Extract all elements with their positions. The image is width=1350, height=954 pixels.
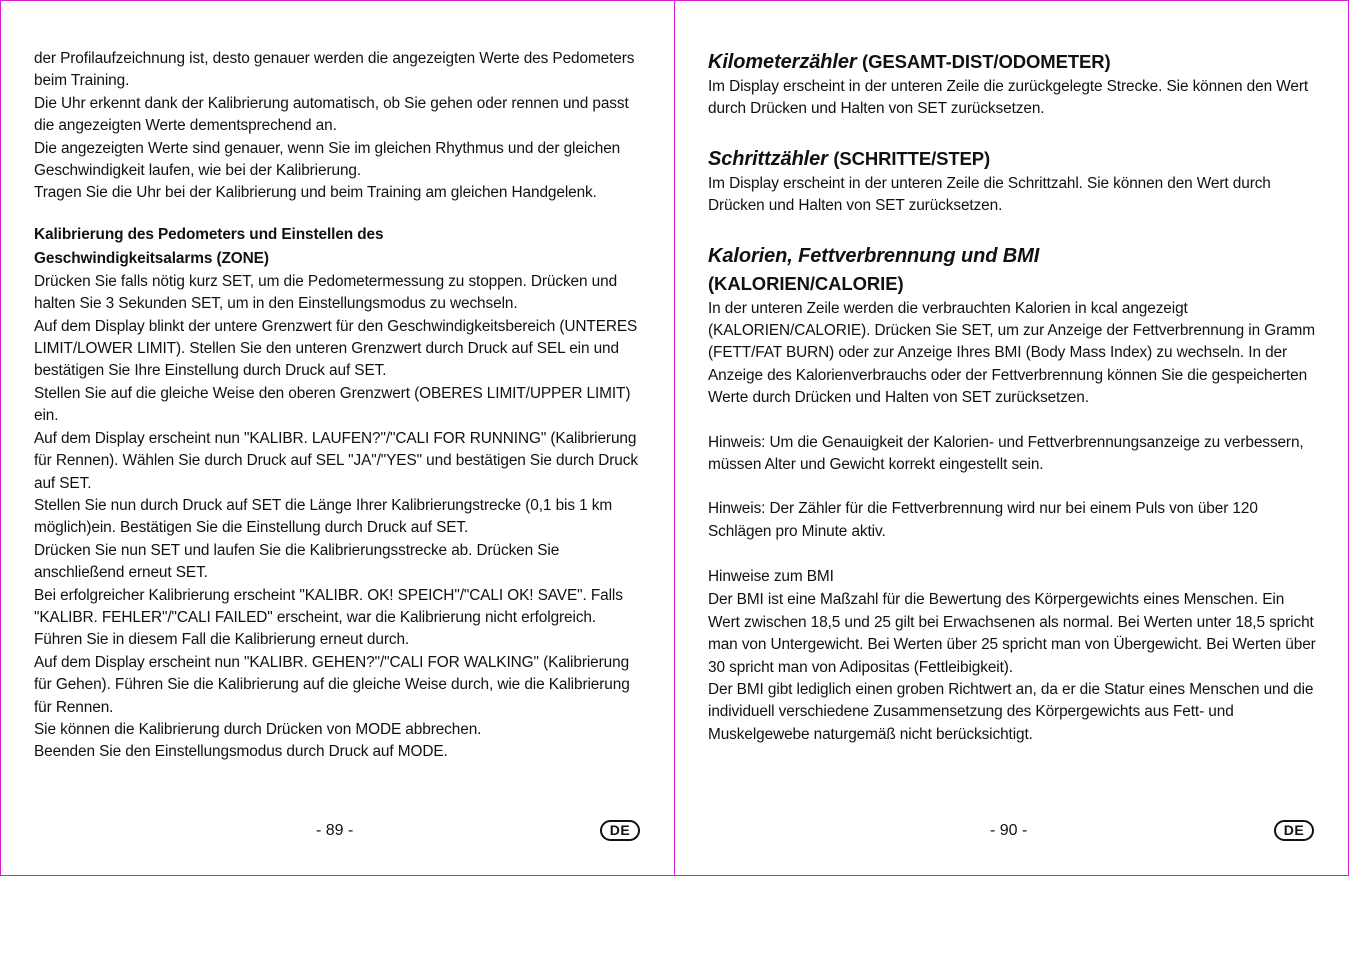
calibration-section <box>34 223 642 764</box>
paragraph: Stellen Sie auf die gleiche Weise den oberen Grenzwert (OBERES LIMIT/UPPER LIMIT) ein. <box>34 384 631 425</box>
note-text: Um die Genauigkeit der Kalorien- und Fettverbrennungsanzeige zu verbessern, müssen Alter und Gewicht korrekt eingestellt sein. <box>708 433 1304 474</box>
section-heading <box>708 270 1316 298</box>
paragraph: Drücken Sie falls nötig kurz SET, um die Pedometermessung zu stoppen. Drücken und halten Sie 3 Sekunden SET, um in den Einstellungsmodus zu wechseln. <box>34 272 618 313</box>
paragraph: Tragen Sie die Uhr bei der Kalibrierung und beim Training am gleichen Handgelenk. <box>34 184 597 202</box>
heading-upper: (GESAMT-DIST/ODOMETER) <box>862 51 1111 72</box>
heading-italic: Kilometerzähler <box>708 51 857 73</box>
paragraph: Auf dem Display blinkt der untere Grenzwert für den Geschwindigkeitsbereich (UNTERES LIMIT/LOWER LIMIT). Stellen Sie den unteren Grenzwert durch Druck auf SEL ein und bestätigen Sie Ihre Einstellung durch Druck auf SET. <box>34 317 638 380</box>
paragraph: Der BMI gibt lediglich einen groben Richtwert an, da er die Statur eines Menschen und die individuell verschiedene Zusammensetzung des Körpergewichts aus Fett- und Muskelgewebe naturgemäß nicht berücksichtigt. <box>708 680 1314 743</box>
paragraph: Sie können die Kalibrierung durch Drücken von MODE abbrechen. <box>34 720 482 738</box>
heading-italic: Schrittzähler <box>708 147 828 170</box>
paragraph: In der unteren Zeile werden die verbrauchten Kalorien in kcal angezeigt (KALORIEN/CALORIE). Drücken Sie SET, um zur Anzeige der Fettverbrennung in Gramm (FETT/FAT BURN) oder zur Anzeige Ihres BMI (Body Mass Index) zu wechseln. In der Anzeige des Kalorienverbrauchs oder der Fettverbrennung können Sie die gespeicherten Werte durch Drücken und Halten von SET zurücksetzen. <box>708 299 1316 407</box>
heading-upper: (KALORIEN/CALORIE) <box>708 272 904 294</box>
page-number: - 90 - <box>990 822 1028 839</box>
section-heading-line: Kalibrierung des Pedometers und Einstellen des <box>34 225 384 243</box>
section-heading <box>708 145 1316 173</box>
paragraph: Bei erfolgreicher Kalibrierung erscheint "KALIBR. OK! SPEICH"/"CALI OK! SAVE". Falls "KALIBR. FEHLER"/"CALI FAILED" erscheint, war die Kalibrierung nicht erfolgreich. Führen Sie in diesem Fall die Kalibrierung erneut durch. <box>34 586 623 649</box>
right-footer <box>674 818 1350 844</box>
note-label: Hinweis: <box>708 433 766 451</box>
right-page <box>708 48 1316 746</box>
steps-section <box>708 145 1316 218</box>
language-badge: DE <box>1274 820 1314 841</box>
paragraph: Im Display erscheint in der unteren Zeile die zurückgelegte Strecke. Sie können den Wert durch Drücken und Halten von SET zurücksetzen. <box>708 78 1309 118</box>
left-page <box>34 48 642 764</box>
note-paragraph <box>708 432 1316 477</box>
note-text: Der Zähler für die Fettverbrennung wird nur bei einem Puls von über 120 Schlägen pro Minute aktiv. <box>708 500 1258 540</box>
paragraph: der Profilaufzeichnung ist, desto genauer werden die angezeigten Werte des Pedometers beim Training. <box>34 50 635 90</box>
paragraph: Drücken Sie nun SET und laufen Sie die Kalibrierungsstrecke ab. Drücken Sie anschließend erneut SET. <box>34 541 560 582</box>
page-divider <box>674 0 675 876</box>
paragraph: Beenden Sie den Einstellungsmodus durch Druck auf MODE. <box>34 743 448 761</box>
paragraph: Der BMI ist eine Maßzahl für die Bewertung des Körpergewichts eines Menschen. Ein Wert zwischen 18,5 und 25 gilt bei Erwachsenen als normal. Bei Werten unter 18,5 spricht man von Untergewicht. Bei Werten über 25 spricht man von Übergewicht. Bei Werten über 30 spricht man von Adipositas (Fettleibigkeit). <box>708 591 1316 676</box>
section-heading-line: Geschwindigkeitsalarms (ZONE) <box>34 249 269 267</box>
heading-italic: Kalorien, Fettverbrennung und BMI <box>708 244 1040 267</box>
language-badge: DE <box>600 820 640 841</box>
left-footer <box>0 818 674 844</box>
page-number: - 89 - <box>316 822 354 839</box>
paragraph: Stellen Sie nun durch Druck auf SET die Länge Ihrer Kalibrierungstrecke (0,1 bis 1 km möglich)ein. Bestätigen Sie die Einstellung durch Druck auf SET. <box>34 496 613 537</box>
sub-heading: Hinweise zum BMI <box>708 568 834 586</box>
paragraph: Auf dem Display erscheint nun "KALIBR. LAUFEN?"/"CALI FOR RUNNING" (Kalibrierung für Rennen). Wählen Sie durch Druck auf SEL "JA"/"YES" und bestätigen Sie durch Druck auf SET. <box>34 429 638 492</box>
section-heading <box>708 48 1316 76</box>
section-heading <box>708 242 1316 270</box>
note-paragraph <box>708 498 1316 543</box>
paragraph: Die Uhr erkennt dank der Kalibrierung automatisch, ob Sie gehen oder rennen und passt die angezeigten Werte dementsprechend an. <box>34 94 629 135</box>
calories-section <box>708 242 1316 410</box>
paragraph: Im Display erscheint in der unteren Zeile die Schrittzahl. Sie können den Wert durch Drücken und Halten von SET zurücksetzen. <box>708 174 1271 215</box>
paragraph: Auf dem Display erscheint nun "KALIBR. GEHEN?"/"CALI FOR WALKING" (Kalibrierung für Gehen). Führen Sie die Kalibrierung auf die gleiche Weise durch, wie die Kalibrierung für Rennen. <box>34 653 630 716</box>
bmi-section <box>708 565 1316 746</box>
note-label: Hinweis: <box>708 500 766 518</box>
heading-upper: (SCHRITTE/STEP) <box>833 147 991 169</box>
paragraph: Die angezeigten Werte sind genauer, wenn Sie im gleichen Rhythmus und der gleichen Geschwindigkeit laufen, wie bei der Kalibrierung. <box>34 139 621 180</box>
intro-section <box>34 48 642 205</box>
odometer-section <box>708 48 1316 121</box>
